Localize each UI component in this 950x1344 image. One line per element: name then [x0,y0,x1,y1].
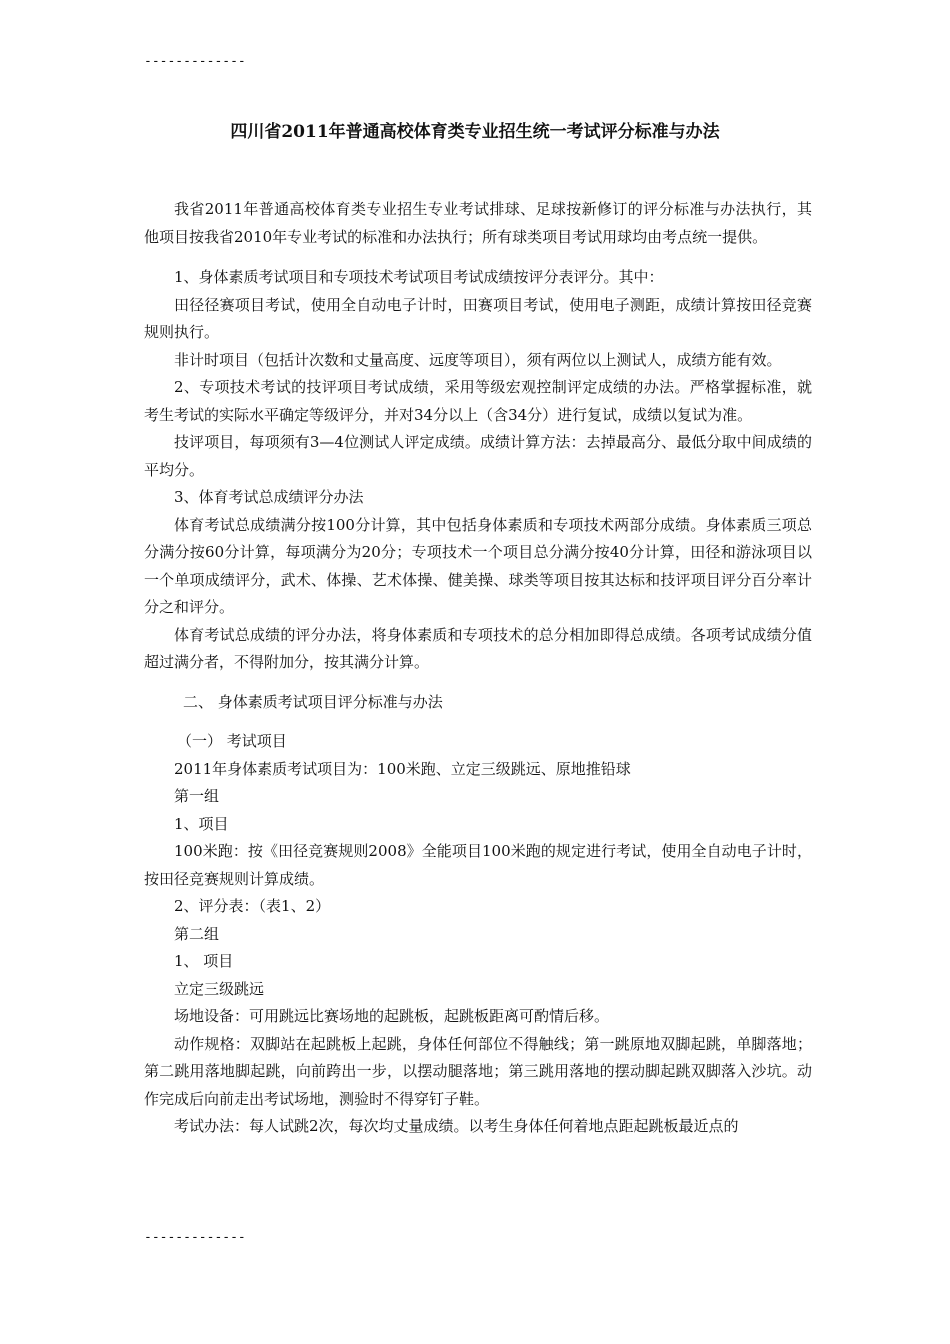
section-2-paragraph: 2、专项技术考试的技评项目考试成绩，采用等级宏观控制评定成绩的办法。严格掌握标准，就考生考试的实际水平确定等级评分，并对34分以上（含34分）进行复试，成绩以复试为准。 [144,378,812,424]
intro-paragraph: 我省2011年普通高校体育类专业招生专业考试排球、足球按新修订的评分标准与办法执行，其他项目按我省2010年专业考试的标准和办法执行；所有球类项目考试用球均由考点统一提供。 [144,200,812,246]
subsection-1-heading: （一） 考试项目 [177,732,287,750]
paragraph: 田径径赛项目考试，使用全自动电子计时，田赛项目考试，使用电子测距，成绩计算按田径竞赛规则执行。 [144,295,812,341]
paragraph: 100米跑：按《田径竞赛规则2008》全能项目100米跑的规定进行考试，使用全自动电子计时，按田径竞赛规则计算成绩。 [144,842,812,888]
score-table-reference: 2、评分表：（表1、2） [174,897,331,915]
paragraph: 体育考试总成绩的评分办法，将身体素质和专项技术的总分相加即得总成绩。各项考试成绩分值超过满分者，不得附加分，按其满分计算。 [144,625,812,671]
document-body [144,196,812,1141]
paragraph: 非计时项目（包括计次数和丈量高度、远度等项目），须有两位以上测试人，成绩方能有效。 [174,350,782,369]
item-heading: 1、项目 [174,814,229,833]
part-2-heading: 二、 身体素质考试项目评分标准与办法 [183,692,443,711]
paragraph: 体育考试总成绩满分按100分计算，其中包括身体素质和专项技术两部分成绩。身体素质三项总分满分按60分计算，每项满分为20分；专项技术一个项目总分满分按40分计算，田径和游泳项目以一个单项成绩评分，武术、体操、艺术体操、健美操、球类等项目按其达标和技评项目评分百分率计分之和评分。 [144,515,812,616]
item-heading: 1、 项目 [174,952,234,970]
header-rule: ------------- [144,54,246,69]
section-3-heading: 3、体育考试总成绩评分办法 [174,488,364,506]
group-1-heading: 第一组 [174,787,220,805]
paragraph: 考试办法：每人试跳2次，每次均丈量成绩。以考生身体任何着地点距起跳板最近点的 [174,1117,739,1135]
section-1-heading: 1、身体素质考试项目和专项技术考试项目考试成绩按评分表评分。其中： [174,268,664,286]
footer-rule: ------------- [144,1230,246,1245]
paragraph: 2011年身体素质考试项目为：100米跑、立定三级跳远、原地推铅球 [174,759,631,778]
event-name: 立定三级跳远 [174,979,265,998]
document-title: 四川省2011年普通高校体育类专业招生统一考试评分标准与办法 [230,122,720,142]
paragraph: 技评项目，每项须有3—4位测试人评定成绩。成绩计算方法：去掉最高分、最低分取中间成绩的平均分。 [144,433,812,479]
paragraph: 动作规格：双脚站在起跳板上起跳，身体任何部位不得触线；第一跳原地双脚起跳，单脚落地；第二跳用落地脚起跳，向前跨出一步，以摆动腿落地；第三跳用落地的摆动脚起跳双脚落入沙坑。动作完成后向前走出考试场地，测验时不得穿钉子鞋。 [144,1034,812,1108]
group-2-heading: 第二组 [174,924,220,943]
paragraph: 场地设备：可用跳远比赛场地的起跳板，起跳板距离可酌情后移。 [174,1007,610,1025]
